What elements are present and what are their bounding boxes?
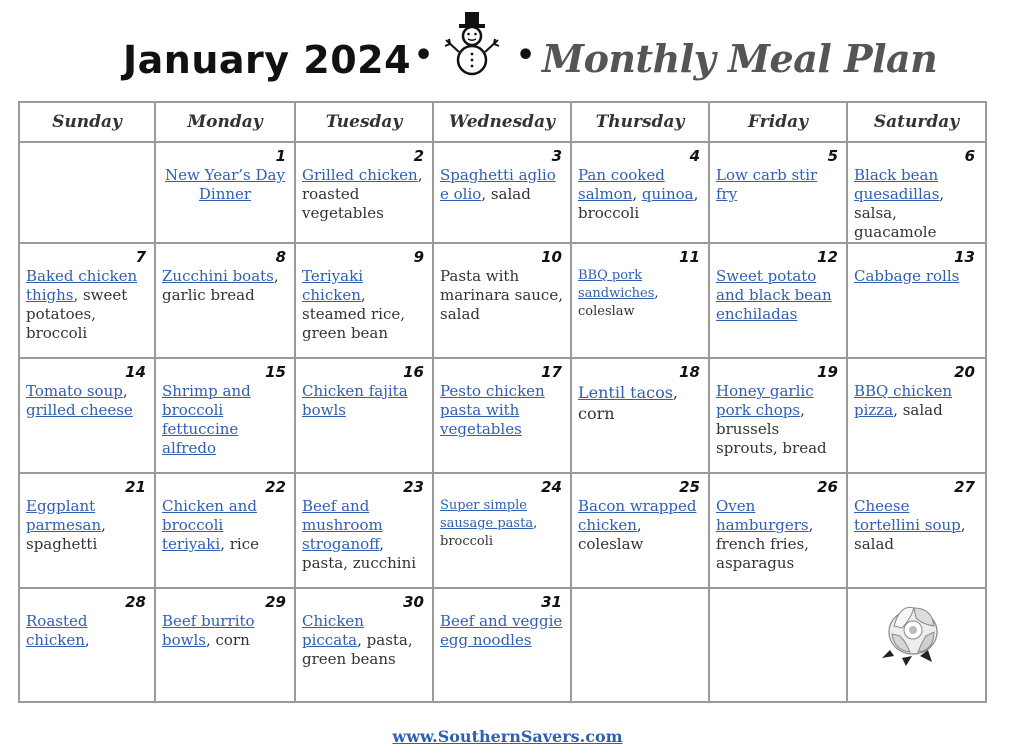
day-number: 14: [125, 363, 146, 381]
meal-text: , french fries, asparagus: [716, 516, 814, 572]
meal-entry: [302, 612, 426, 669]
recipe-link[interactable]: Low carb stir fry: [716, 166, 818, 203]
meal-text: , salsa, guacamole: [854, 185, 945, 241]
day-number: 1: [275, 147, 286, 165]
day-number: 17: [541, 363, 562, 381]
meal-entry: [716, 497, 840, 573]
page-header: [0, 8, 1015, 100]
meal-entry: [578, 382, 702, 424]
meal-text: , roasted vegetables: [302, 166, 423, 222]
day-number: 8: [275, 248, 286, 266]
day-number: 18: [679, 363, 700, 381]
recipe-link[interactable]: Black bean quesadillas: [854, 166, 940, 203]
page-title-plan: Monthly Meal Plan: [542, 36, 938, 81]
meal-text: , coleslaw: [578, 286, 659, 319]
meal-entry: [440, 267, 564, 324]
day-cell: [434, 474, 570, 587]
day-cell: [156, 359, 294, 472]
title-separator: •: [516, 38, 536, 73]
meal-entry: [162, 612, 288, 650]
day-cell: [156, 589, 294, 699]
day-number: 10: [541, 248, 562, 266]
meal-text: , coleslaw: [578, 516, 644, 553]
day-number: 31: [541, 593, 562, 611]
day-number: 24: [541, 478, 562, 496]
meal-entry: [716, 382, 840, 458]
day-cell: [20, 143, 154, 242]
weekday-header: Saturday: [873, 112, 960, 132]
day-number: 22: [265, 478, 286, 496]
meal-text: , pasta, zucchini: [302, 535, 417, 572]
weekday-header: Tuesday: [296, 103, 434, 141]
recipe-link[interactable]: Lentil tacos: [578, 383, 673, 402]
weekday-header: Wednesday: [434, 103, 572, 141]
day-number: 3: [551, 147, 562, 165]
day-number: 9: [413, 248, 424, 266]
day-number: 25: [679, 478, 700, 496]
meal-entry: [440, 166, 564, 204]
day-cell: [848, 474, 983, 587]
meal-text: Pasta with marinara sauce, salad: [440, 267, 563, 323]
day-cell: [434, 244, 570, 357]
meal-text: , corn: [578, 383, 679, 423]
meal-entry: [26, 267, 148, 343]
meal-text: , brussels sprouts, bread: [716, 401, 827, 457]
meal-entry: [162, 267, 288, 305]
meal-text: , pasta, green beans: [302, 631, 413, 668]
day-number: 15: [265, 363, 286, 381]
day-cell: [710, 244, 846, 357]
recipe-link[interactable]: Shrimp and broccoli fettuccine alfredo: [162, 382, 251, 457]
meal-entry: [302, 382, 426, 420]
meal-entry: [578, 497, 702, 554]
day-cell: [848, 143, 983, 242]
recipe-link[interactable]: Super simple sausage pasta: [440, 498, 534, 531]
meal-text: , rice: [220, 535, 259, 553]
meal-text: , broccoli: [578, 185, 699, 222]
recipe-link[interactable]: BBQ chicken pizza: [854, 382, 952, 419]
weekday-header: Sunday: [20, 103, 156, 141]
day-number: 23: [403, 478, 424, 496]
day-cell: [156, 244, 294, 357]
recipe-link[interactable]: quinoa: [641, 185, 694, 203]
meal-entry: [716, 166, 840, 204]
day-cell: [710, 474, 846, 587]
day-number: 5: [827, 147, 838, 165]
day-cell: [156, 474, 294, 587]
meal-entry: [162, 166, 288, 204]
meal-entry: [716, 267, 840, 324]
day-number: 19: [817, 363, 838, 381]
recipe-link[interactable]: Grilled chicken: [302, 166, 418, 184]
recipe-link[interactable]: Pan cooked salmon: [578, 166, 665, 203]
day-cell: [848, 244, 983, 357]
recipe-link[interactable]: Eggplant parmesan: [26, 497, 102, 534]
recipe-link[interactable]: Roasted chicken: [26, 612, 88, 649]
meal-entry: [854, 382, 977, 420]
meal-text: ,: [632, 185, 642, 203]
website-link[interactable]: www.SouthernSavers.com: [392, 727, 623, 746]
weekday-header: Monday: [156, 103, 296, 141]
meal-entry: [302, 267, 426, 343]
day-number: 13: [954, 248, 975, 266]
day-number: [578, 593, 702, 611]
recipe-link[interactable]: Chicken fajita bowls: [302, 382, 408, 419]
page-title-month: January 2024: [123, 38, 412, 82]
recipe-link[interactable]: Honey garlic pork chops: [716, 382, 814, 419]
day-cell: [710, 359, 846, 472]
meal-text: , garlic bread: [162, 267, 279, 304]
magnolia-flower-icon: [880, 598, 946, 666]
recipe-link[interactable]: Oven hamburgers: [716, 497, 809, 534]
day-cell: [572, 359, 708, 472]
day-cell: [296, 359, 432, 472]
recipe-link[interactable]: Teriyaki chicken: [302, 267, 363, 304]
day-number: 29: [265, 593, 286, 611]
day-number: 4: [689, 147, 700, 165]
meal-entry: [162, 382, 288, 458]
day-number: 6: [964, 147, 975, 165]
meal-text: , salad: [481, 185, 531, 203]
day-cell: [572, 244, 708, 357]
meal-entry: [854, 267, 977, 286]
day-cell: [572, 474, 708, 587]
day-number: 2: [413, 147, 424, 165]
day-cell: [710, 143, 846, 242]
meal-entry: [854, 497, 977, 554]
meal-text: , corn: [205, 631, 250, 649]
day-cell: [848, 359, 983, 472]
day-cell: [434, 359, 570, 472]
day-number: 27: [954, 478, 975, 496]
recipe-link[interactable]: Beef and mushroom stroganoff: [302, 497, 383, 553]
day-cell: [20, 589, 154, 699]
meal-text: , salad: [854, 516, 966, 553]
meal-entry: [162, 497, 288, 554]
recipe-link[interactable]: Cheese tortellini soup: [854, 497, 961, 534]
day-number: 26: [817, 478, 838, 496]
recipe-link[interactable]: Pesto chicken pasta with vegetables: [440, 382, 545, 438]
day-cell: [572, 589, 708, 699]
recipe-link[interactable]: Chicken and broccoli teriyaki: [162, 497, 257, 553]
meal-text: , sweet potatoes, broccoli: [26, 286, 128, 342]
title-separator: •: [414, 38, 434, 73]
recipe-link[interactable]: BBQ pork sandwiches: [578, 268, 655, 301]
day-cell: [296, 589, 432, 699]
day-number: 21: [125, 478, 146, 496]
meal-entry: [854, 166, 977, 242]
recipe-link[interactable]: Beef burrito bowls: [162, 612, 255, 649]
meal-entry: [578, 166, 702, 223]
day-number: [26, 147, 148, 165]
snowman-icon: [440, 10, 504, 80]
meal-calendar: [18, 101, 987, 703]
meal-text: , steamed rice, green bean: [302, 286, 406, 342]
meal-entry: [440, 497, 564, 551]
day-number: 28: [125, 593, 146, 611]
day-cell: [710, 589, 846, 699]
day-number: 7: [135, 248, 146, 266]
day-number: [716, 593, 840, 611]
meal-text: , broccoli: [440, 516, 538, 549]
meal-entry: [302, 166, 426, 223]
recipe-link[interactable]: Chicken piccata: [302, 612, 364, 649]
day-number: 12: [817, 248, 838, 266]
day-cell: [296, 143, 432, 242]
day-cell: [434, 143, 570, 242]
meal-text: , salad: [893, 401, 943, 419]
meal-entry: [578, 267, 702, 321]
day-cell: [296, 474, 432, 587]
recipe-link[interactable]: Bacon wrapped chicken: [578, 497, 697, 534]
meal-entry: [302, 497, 426, 573]
day-cell: [20, 244, 154, 357]
meal-entry: [26, 612, 148, 650]
day-number: 30: [403, 593, 424, 611]
recipe-link[interactable]: Baked chicken thighs: [26, 267, 138, 304]
meal-entry: [26, 382, 148, 420]
day-cell: [572, 143, 708, 242]
meal-text: ,: [84, 631, 90, 649]
day-cell: [434, 589, 570, 699]
meal-entry: [440, 382, 564, 439]
weekday-header: Thursday: [572, 103, 710, 141]
recipe-link[interactable]: Zucchini boats: [162, 267, 274, 285]
recipe-link[interactable]: New Year’s Day Dinner: [165, 166, 285, 203]
weekday-header: Friday: [710, 103, 848, 141]
meal-entry: [440, 612, 564, 650]
recipe-link[interactable]: Cabbage rolls: [854, 267, 960, 285]
recipe-link[interactable]: Spaghetti aglio e olio: [440, 166, 556, 203]
recipe-link[interactable]: Tomato soup: [26, 382, 123, 400]
recipe-link[interactable]: Sweet potato and black bean enchiladas: [716, 267, 832, 323]
day-cell: [296, 244, 432, 357]
day-cell: [20, 359, 154, 472]
day-number: 16: [403, 363, 424, 381]
meal-entry: [26, 497, 148, 554]
meal-text: , spaghetti: [26, 516, 106, 553]
day-number: 11: [679, 248, 700, 266]
recipe-link[interactable]: Beef and veggie egg noodles: [440, 612, 563, 649]
meal-text: ,: [122, 382, 128, 400]
day-cell: [20, 474, 154, 587]
recipe-link[interactable]: grilled cheese: [26, 401, 133, 419]
day-number: 20: [954, 363, 975, 381]
footer: [0, 727, 1015, 746]
day-cell: [156, 143, 294, 242]
